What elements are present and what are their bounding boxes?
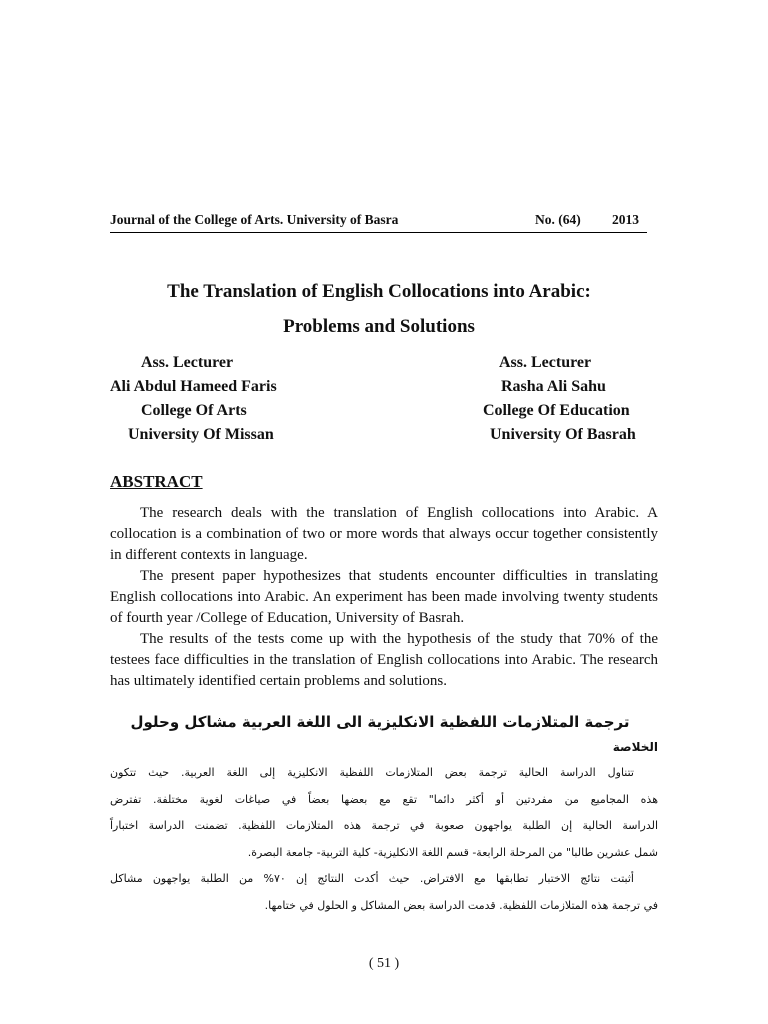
arabic-abstract-line: هذه المجاميع من مفردتين أو أكثر دائما" تقع مع بعضها بعضاً في صياغات لغوية مختلفة. تفترض [110,792,658,806]
author-1-college: College Of Arts [141,402,247,419]
publication-year: 2013 [612,212,639,227]
paper-title-line-1: The Translation of English Collocations into Arabic: [167,281,591,302]
issue-number: No. (64) [535,212,581,227]
arabic-abstract-line: تتناول الدراسة الحالية ترجمة بعض المتلازمات اللفظية الانكليزية إلى اللغة العربية. حيث تتكون [110,766,634,779]
arabic-abstract-heading: الخلاصة [612,740,658,754]
abstract-heading: ABSTRACT [110,472,203,491]
author-2-university: University Of Basrah [490,426,636,443]
author-1-rank: Ass. Lecturer [141,354,234,371]
abstract-body [110,503,658,692]
author-block-1 [110,351,330,447]
author-2-rank: Ass. Lecturer [499,354,592,371]
author-2-name: Rasha Ali Sahu [501,378,606,395]
abstract-paragraph: The present paper hypothesizes that students encounter difficulties in translating English collocations into Arabic. An experiment has been made involving twenty students of fourth year /College of Education, University of Basrah. [110,568,658,626]
arabic-abstract-body [110,760,658,919]
arabic-abstract-line: أثبتت نتائج الاختبار تطابقها مع الافتراض. حيث أكدت النتائج إن ٧٠% من الطلبة يواجهون مشاكل [110,872,634,885]
author-block-2 [470,351,660,447]
running-header [110,212,647,233]
journal-name: Journal of the College of Arts. University of Basra [110,212,399,227]
author-1-university: University Of Missan [128,426,274,443]
author-2-college: College Of Education [483,402,630,419]
author-1-name: Ali Abdul Hameed Faris [110,378,277,395]
arabic-abstract-line: الدراسة الحالية إن الطلبة يواجهون صعوبة في ترجمة هذه المتلازمات اللفظية. تضمنت الدراسة اختباراً [110,819,658,832]
page-number: ( 51 ) [368,956,400,971]
arabic-abstract-line: في ترجمة هذه المتلازمات اللفظية. قدمت الدراسة بعض المشاكل و الحلول في ختامها. [264,898,658,912]
paper-title-line-2: Problems and Solutions [283,316,475,337]
abstract-paragraph: The results of the tests come up with the hypothesis of the study that 70% of the testees face difficulties in the translation of English collocations into Arabic. The research has ultimately identified certain problems and solutions. [110,631,658,689]
abstract-paragraph: The research deals with the translation of English collocations into Arabic. A collocation is a combination of two or more words that always occur together consistently in different contexts in language. [110,505,658,563]
arabic-title: ترجمة المتلازمات اللفظية الانكليزية الى اللغة العربية مشاكل وحلول [130,713,630,731]
arabic-abstract-line: شمل عشرين طالبا" من المرحلة الرابعة- قسم اللغة الانكليزية- كلية التربية- جامعة البصرة. [247,845,658,859]
